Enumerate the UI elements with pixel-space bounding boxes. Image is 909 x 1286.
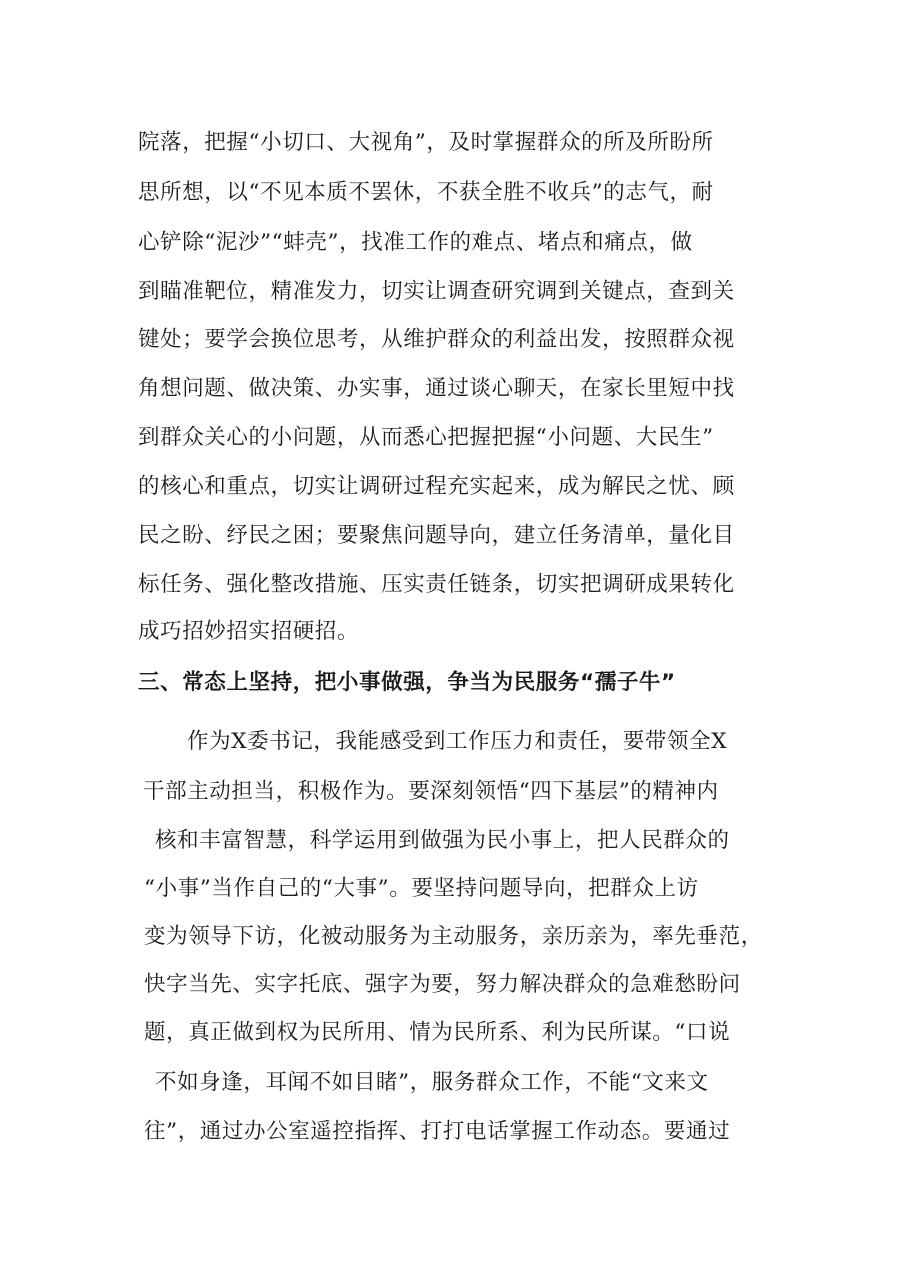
paragraph-1-line: 心铲除“泥沙”“蚌壳”，找准工作的难点、堵点和痛点，做 <box>138 230 693 255</box>
paragraph-2-line: 变为领导下访，化被动服务为主动服务，亲历亲为，率先垂范， <box>144 924 763 949</box>
paragraph-2-line: 核和丰富智慧，科学运用到做强为民小事上，把人民群众的 <box>155 828 730 853</box>
paragraph-2-line: 题，真正做到权为民所用、情为民所系、利为民所谋。“口说 <box>144 1020 731 1045</box>
paragraph-2-line: 不如身逢，耳闻不如目睹”，服务群众工作，不能“文来文 <box>155 1070 709 1095</box>
paragraph-1-line: 民之盼、纾民之困；要聚焦问题导向，建立任务清单，量化目 <box>138 523 735 548</box>
section-heading: 三、常态上坚持，把小事做强，争当为民服务“孺子牛” <box>138 670 676 695</box>
paragraph-1-line: 成巧招妙招实招硬招。 <box>138 619 360 644</box>
paragraph-1-line: 到瞄准靶位，精准发力，切实让调查研究调到关键点，查到关 <box>138 279 735 304</box>
paragraph-1-line: 思所想，以“不见本质不罢休，不获全胜不收兵”的志气，耐 <box>138 180 714 205</box>
paragraph-2-line: 往”，通过办公室遥控指挥、打打电话掌握工作动态。要通过 <box>144 1119 731 1144</box>
paragraph-1-line: 到群众关心的小问题，从而悉心把握把握“小问题、大民生” <box>138 425 714 450</box>
paragraph-1-line: 的核心和重点，切实让调研过程充实起来，成为解民之忧、顾 <box>138 474 735 499</box>
paragraph-2-line: 快字当先、实字托底、强字为要，努力解决群众的急难愁盼问 <box>144 972 741 997</box>
paragraph-1-line: 键处；要学会换位思考，从维护群众的利益出发，按照群众视 <box>138 327 735 352</box>
paragraph-1-line: 标任务、强化整改措施、压实责任链条，切实把调研成果转化 <box>138 572 735 597</box>
paragraph-2-line: “小事”当作自己的“大事”。要坚持问题导向，把群众上访 <box>144 876 699 901</box>
paragraph-1-line: 角想问题、做决策、办实事，通过谈心聊天，在家长里短中找 <box>138 376 735 401</box>
paragraph-2-line: 作为X委书记，我能感受到工作压力和责任，要带领全X <box>187 729 728 754</box>
paragraph-2-line: 干部主动担当，积极作为。要深刻领悟“四下基层”的精神内 <box>143 779 719 804</box>
paragraph-1-line: 院落，把握“小切口、大视角”，及时掌握群众的所及所盼所 <box>138 130 714 155</box>
